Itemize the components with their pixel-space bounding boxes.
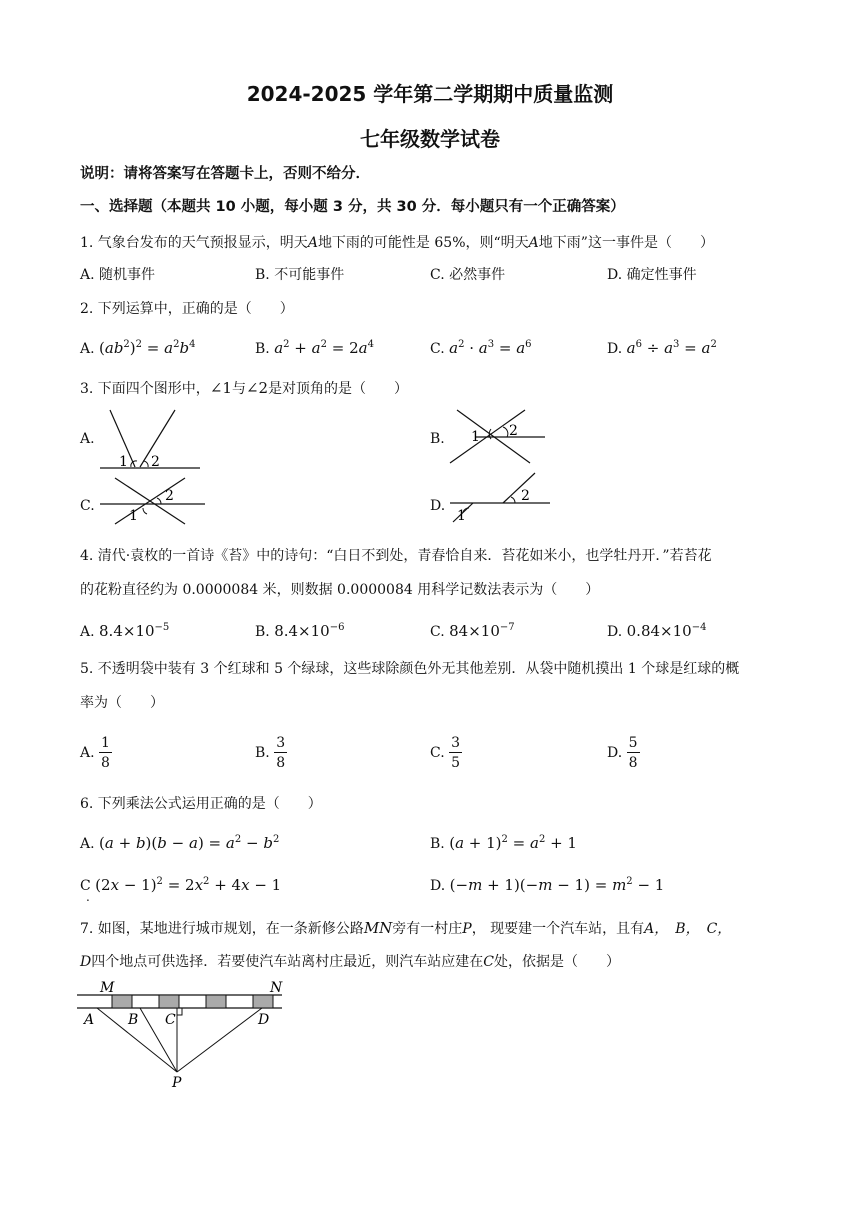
question-2-stem: 2. 下列运算中，正确的是（ ） (80, 301, 294, 317)
q2-option-d: D. $a^6 \div a^3 = a^2$ (607, 339, 717, 357)
q6-option-b: B. $(a + 1)^2 = a^2 + 1$ (430, 834, 577, 852)
q1-option-c: C. 必然事件 (430, 267, 506, 283)
q3-figure-b (445, 405, 550, 467)
q5-option-d: D. $\frac{5}{8}$ (607, 735, 638, 771)
question-4-line-2: 的花粉直径约为 0.0000084 米，则数据 0.0000084 用科学记数法表示为（ ） (80, 582, 600, 598)
angle-label-2: 2 (165, 488, 174, 504)
q5-option-a: A. $\frac{1}{8}$ (80, 735, 110, 771)
q6-option-a: A. $(a + b)(b - a) = a^2 - b^2$ (80, 834, 280, 852)
q3-option-a-label: A. (80, 431, 95, 447)
q7-road-figure (72, 975, 292, 1090)
fraction: $\frac{3}{8}$ (276, 735, 286, 771)
fraction: $\frac{3}{5}$ (451, 735, 461, 771)
label-M: M (100, 980, 115, 996)
q6-option-d: D. $(-m + 1)(-m - 1) = m^2 - 1$ (430, 876, 665, 894)
q5-option-b: B. $\frac{3}{8}$ (255, 735, 286, 771)
q2-option-a: A. $(ab^2)^2 = a^2b^4$ (80, 339, 196, 357)
q3-option-d-label: D. (430, 498, 446, 514)
q1-option-b: B. 不可能事件 (255, 267, 345, 283)
angle-label-2: 2 (151, 454, 160, 470)
q4-option-d: D. $0.84\times 10^{-4}$ (607, 622, 707, 640)
q3-option-b-label: B. (430, 431, 445, 447)
angle-label-1: 1 (457, 508, 466, 524)
fraction: $\frac{5}{8}$ (628, 735, 638, 771)
q4-option-c: C. $84\times 10^{-7}$ (430, 622, 515, 640)
angle-label-1: 1 (119, 454, 128, 470)
stray-dot: . (86, 890, 90, 904)
question-6-stem: 6. 下列乘法公式运用正确的是（ ） (80, 796, 322, 812)
label-P: P (172, 1075, 182, 1090)
q3-option-c-label: C. (80, 498, 95, 514)
q4-option-b: B. $8.4\times 10^{-6}$ (255, 622, 345, 640)
q4-option-a: A. $8.4\times 10^{-5}$ (80, 622, 170, 640)
question-3-stem: 3. 下面四个图形中，∠1与∠2是对顶角的是（ ） (80, 379, 409, 397)
exam-title: 2024-2025 学年第二学期期中质量监测 (246, 82, 614, 106)
angle-label-1: 1 (471, 429, 480, 445)
section-heading: 一、选择题（本题共 10 小题，每小题 3 分，共 30 分．每小题只有一个正确答案） (80, 199, 625, 215)
q2-option-c: C. $a^2 \cdot a^3 = a^6$ (430, 339, 532, 357)
instructions-note: 说明：请将答案写在答题卡上，否则不给分． (80, 166, 370, 182)
q1-option-a: A. 随机事件 (80, 267, 156, 283)
fraction: $\frac{1}{8}$ (101, 735, 110, 771)
label-A: A (84, 1012, 95, 1028)
angle-label-2: 2 (521, 488, 530, 504)
q2-option-b: B. $a^2 + a^2 = 2a^4$ (255, 339, 374, 357)
q3-figure-a (95, 405, 205, 470)
q5-option-c: C. $\frac{3}{5}$ (430, 735, 461, 771)
exam-subtitle: 七年级数学试卷 (360, 127, 500, 151)
label-D: D (258, 1012, 270, 1028)
q6-option-c: C $(2x - 1)^2 = 2x^2 + 4x - 1$ (80, 876, 282, 894)
question-4-line-1: 4. 清代·袁枚的一首诗《苔》中的诗句：“白日不到处，青春恰自来．苔花如米小，也学牡丹开．”若苔花 (80, 548, 712, 564)
question-5-line-2: 率为（ ） (80, 695, 164, 711)
label-N: N (270, 980, 283, 996)
angle-label-1: 1 (129, 508, 138, 524)
question-7-line-1: 7. 如图，某地进行城市规划，在一条新修公路MN旁有一村庄P， 现要建一个汽车站，且有A， B， C， (80, 919, 732, 937)
question-5-line-1: 5. 不透明袋中装有 3 个红球和 5 个绿球，这些球除颜色外无其他差别．从袋中随机摸出 1 个球是红球的概 (80, 661, 740, 677)
label-B: B (128, 1012, 139, 1028)
question-7-line-2: D四个地点可供选择．若要使汽车站离村庄最近，则汽车站应建在C处，依据是（ ） (80, 954, 620, 970)
label-C: C (165, 1012, 176, 1028)
question-1-stem: 1. 气象台发布的天气预报显示，明天A地下雨的可能性是 65%，则“明天A地下雨”这一事件是（ ） (80, 235, 714, 251)
q1-option-d: D. 确定性事件 (607, 267, 697, 283)
q3-figure-d (445, 470, 555, 525)
angle-label-2: 2 (509, 423, 518, 439)
q3-figure-c (95, 470, 210, 528)
